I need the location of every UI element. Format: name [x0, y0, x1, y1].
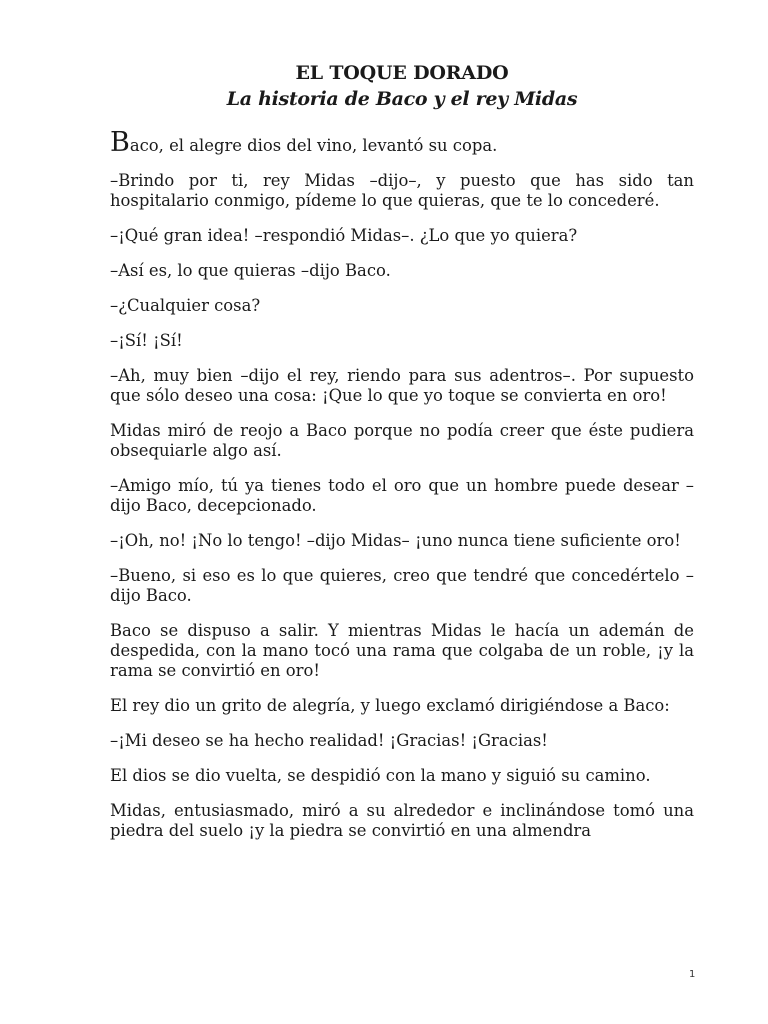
paragraph: –¡Oh, no! ¡No lo tengo! –dijo Midas– ¡uno nunca tiene suficiente oro!	[110, 531, 681, 550]
drop-cap: B	[110, 127, 130, 158]
paragraph: El dios se dio vuelta, se despidió con la mano y siguió su camino.	[110, 766, 651, 785]
paragraph: Midas, entusiasmado, miró a su alrededor e inclinándose tomó una piedra del suelo ¡y la piedra se convirtió en una almendra	[110, 801, 694, 840]
paragraph: –¿Cualquier cosa?	[110, 296, 261, 315]
first-paragraph-text: aco, el alegre dios del vino, levantó su copa.	[129, 136, 498, 155]
paragraph: El rey dio un grito de alegría, y luego exclamó dirigiéndose a Baco:	[110, 696, 670, 715]
paragraph: –¡Sí! ¡Sí!	[110, 331, 183, 350]
first-paragraph	[110, 127, 694, 158]
paragraph: Baco se dispuso a salir. Y mientras Midas le hacía un ademán de despedida, con la mano tocó una rama que colgaba de un roble, ¡y la rama se convirtió en oro!	[110, 621, 694, 680]
document-body	[110, 127, 694, 856]
paragraph: –¡Mi deseo se ha hecho realidad! ¡Gracias! ¡Gracias!	[110, 731, 548, 750]
paragraph: –¡Qué gran idea! –respondió Midas–. ¿Lo que yo quiera?	[110, 226, 578, 245]
document-subtitle: La historia de Baco y el rey Midas	[226, 88, 578, 110]
paragraph: –Brindo por ti, rey Midas –dijo–, y puesto que has sido tan hospitalario conmigo, pídeme lo que quieras, que te lo concederé.	[110, 171, 694, 210]
paragraph: –Amigo mío, tú ya tienes todo el oro que un hombre puede desear –dijo Baco, decepcionado.	[110, 476, 694, 515]
document-title: EL TOQUE DORADO	[295, 62, 509, 84]
paragraph: –Así es, lo que quieras –dijo Baco.	[110, 261, 391, 280]
paragraph: Midas miró de reojo a Baco porque no podía creer que éste pudiera obsequiarle algo así.	[110, 421, 694, 460]
paragraph: –Bueno, si eso es lo que quieres, creo que tendré que concedértelo –dijo Baco.	[110, 566, 694, 605]
paragraph: –Ah, muy bien –dijo el rey, riendo para sus adentros–. Por supuesto que sólo deseo una cosa: ¡Que lo que yo toque se convierta en oro!	[110, 366, 694, 405]
page-number: 1	[689, 969, 696, 980]
